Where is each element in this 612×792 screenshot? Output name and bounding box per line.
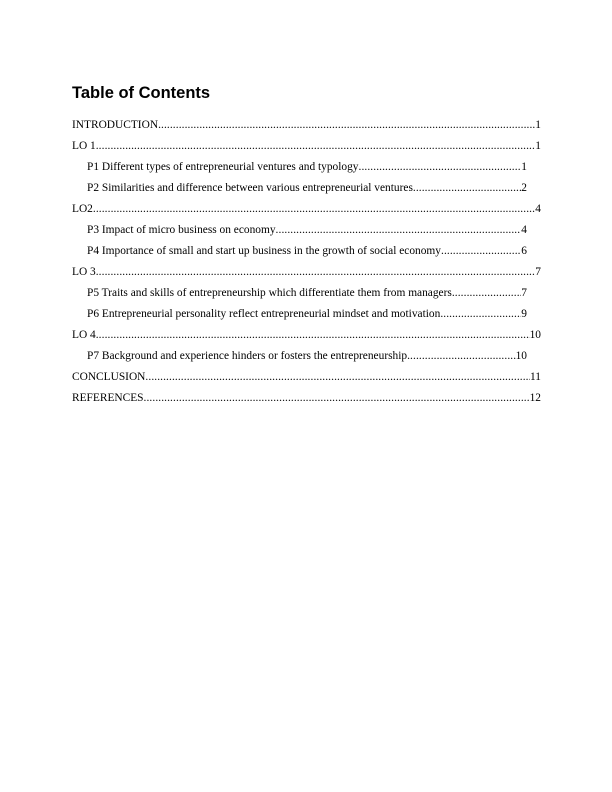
dot-leader [144,391,530,405]
toc-entry-p5[interactable] [87,286,527,307]
toc-heading: Table of Contents [72,84,211,102]
dot-leader [96,139,536,153]
toc-entry-label: LO2 [72,203,93,215]
dot-leader [413,181,521,195]
toc-entry-page: 10 [529,329,541,341]
dot-leader [276,223,522,237]
toc-entry-references[interactable] [72,391,541,412]
toc-entry-label: CONCLUSION [72,371,146,383]
toc-entry-page: 7 [535,266,541,278]
toc-entry-page: 9 [521,308,527,320]
dot-leader [158,118,535,132]
toc-entry-lo1[interactable] [72,139,541,160]
toc-entry-label: P6 Entrepreneurial personality reflect entrepreneurial mindset and motivation [87,308,441,320]
toc-entry-conclusion[interactable] [72,370,541,391]
toc-entry-label: LO 4 [72,329,96,341]
toc-entry-page: 1 [521,161,527,173]
toc-entry-p6[interactable] [87,307,527,328]
toc-entry-label: P2 Similarities and difference between various entrepreneurial ventures [87,182,413,194]
toc-entry-label: REFERENCES [72,392,144,404]
toc-entry-page: 4 [521,224,527,236]
toc-entry-lo3[interactable] [72,265,541,286]
toc-entry-label: P5 Traits and skills of entrepreneurship which differentiate them from managers [87,287,452,299]
toc-entry-page: 6 [521,245,527,257]
toc-entry-page: 7 [521,287,527,299]
toc-entry-page: 12 [529,392,541,404]
toc-entry-p7[interactable] [87,349,527,370]
dot-leader [96,265,536,279]
toc-entry-label: INTRODUCTION [72,119,159,131]
toc-entry-page: 10 [515,350,527,362]
toc-entry-p3[interactable] [87,223,527,244]
toc-entry-p2[interactable] [87,181,527,202]
toc-entry-page: 4 [535,203,541,215]
toc-entry-label: P1 Different types of entrepreneurial ventures and typology [87,161,359,173]
toc-list [0,118,612,412]
dot-leader [407,349,516,363]
dot-leader [440,307,521,321]
toc-entry-lo2[interactable] [72,202,541,223]
toc-entry-label: P3 Impact of micro business on economy [87,224,276,236]
dot-leader [145,370,530,384]
toc-entry-label: LO 3 [72,266,96,278]
toc-entry-page: 2 [521,182,527,194]
toc-entry-label: P4 Importance of small and start up business in the growth of social economy [87,245,441,257]
dot-leader [96,328,530,342]
toc-entry-page: 11 [530,371,541,383]
dot-leader [93,202,535,216]
dot-leader [452,286,521,300]
toc-entry-label: LO 1 [72,140,96,152]
dot-leader [441,244,521,258]
dot-leader [359,160,522,174]
toc-entry-lo4[interactable] [72,328,541,349]
toc-entry-page: 1 [535,119,541,131]
toc-entry-label: P7 Background and experience hinders or fosters the entrepreneurship [87,350,408,362]
toc-entry-p1[interactable] [87,160,527,181]
toc-entry-p4[interactable] [87,244,527,265]
toc-entry-introduction[interactable] [72,118,541,139]
toc-entry-page: 1 [535,140,541,152]
